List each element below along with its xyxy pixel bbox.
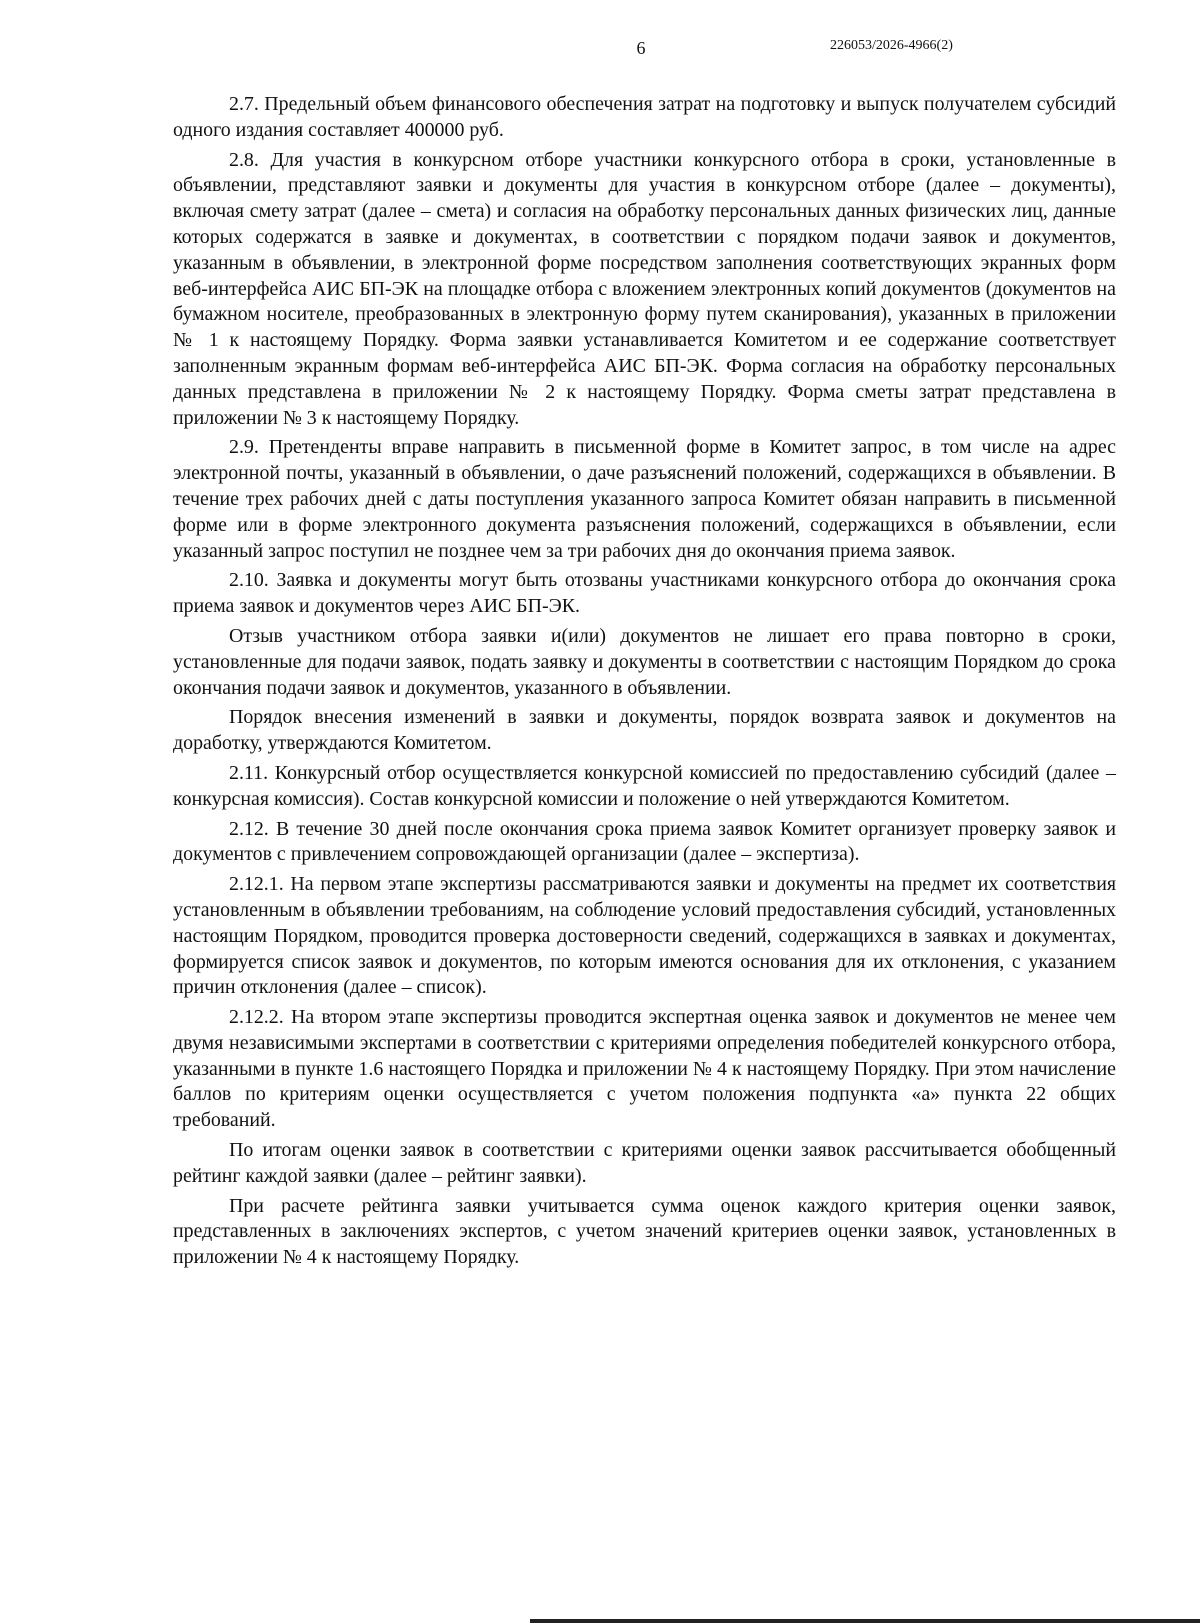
- paragraph-2-7: 2.7. Предельный объем финансового обеспечения затрат на подготовку и выпуск получателем субсидий одного издания составляет 400000 руб.: [173, 93, 1116, 141]
- paragraph-2-12-1: 2.12.1. На первом этапе экспертизы рассматриваются заявки и документы на предмет их соответствия установленным в объявлении требованиям, на соблюдение условий предоставления субсидий, установленных настоящим Порядком, проводится проверка достоверности сведений, содержащихся в заявках и документах, формируется список заявок и документов, по которым имеются основания для их отклонения, с указанием причин отклонения (далее – список).: [173, 873, 1116, 999]
- paragraph-2-8: 2.8. Для участия в конкурсном отборе участники конкурсного отбора в сроки, установленные в объявлении, представляют заявки и документы для участия в конкурсном отборе (далее – документы), включая смету затрат (далее – смета) и согласия на обработку персональных данных физических лиц, данные которых содержатся в заявке и документах, в соответствии с порядком подачи заявок и документов, указанным в объявлении, в электронной форме посредством заполнения соответствующих экранных форм веб-интерфейса АИС БП-ЭК на площадке отбора с вложением электронных копий документов (документов на бумажном носителе, преобразованных в электронную форму путем сканирования), указанных в приложении № 1 к настоящему Порядку. Форма заявки устанавливается Комитетом и ее содержание соответствует заполненным экранным формам веб-интерфейса АИС БП-ЭК. Форма согласия на обработку персональных данных представлена в приложении № 2 к настоящему Порядку. Форма сметы затрат представлена в приложении № 3 к настоящему Порядку.: [173, 148, 1116, 429]
- paragraph-2-11: 2.11. Конкурсный отбор осуществляется конкурсной комиссией по предоставлению субсидий (далее – конкурсная комиссия). Состав конкурсной комиссии и положение о ней утверждаются Комитетом.: [173, 761, 1116, 810]
- paragraph-amendments: Порядок внесения изменений в заявки и документы, порядок возврата заявок и документов на доработку, утверждаются Комитетом.: [173, 706, 1116, 755]
- scan-edge-line: [530, 1619, 1200, 1623]
- page-number: 6: [636, 38, 646, 58]
- document-id: 226053/2026-4966(2): [830, 38, 953, 53]
- paragraph-rating-calculation: При расчете рейтинга заявки учитывается сумма оценок каждого критерия оценки заявок, представленных в заключениях экспертов, с учетом значений критериев оценки заявок, установленных в приложении № 4 к настоящему Порядку.: [173, 1194, 1116, 1269]
- paragraph-2-9: 2.9. Претенденты вправе направить в письменной форме в Комитет запрос, в том числе на адрес электронной почты, указанный в объявлении, о даче разъяснений положений, содержащихся в объявлении. В течение трех рабочих дней с даты поступления указанного запроса Комитет обязан направить в письменной форме или в форме электронного документа разъяснения положений, содержащихся в объявлении, если указанный запрос поступил не позднее чем за три рабочих дня до окончания приема заявок.: [173, 436, 1116, 562]
- paragraph-withdrawal: Отзыв участником отбора заявки и(или) документов не лишает его права повторно в сроки, установленные для подачи заявок, подать заявку и документы в соответствии с настоящим Порядком до срока окончания подачи заявок и документов, указанного в объявлении.: [173, 624, 1116, 699]
- document-body: [173, 92, 1116, 1275]
- paragraph-2-10: 2.10. Заявка и документы могут быть отозваны участниками конкурсного отбора до окончания срока приема заявок и документов через АИС БП-ЭК.: [173, 569, 1116, 618]
- paragraph-rating: По итогам оценки заявок в соответствии с критериями оценки заявок рассчитывается обобщенный рейтинг каждой заявки (далее – рейтинг заявки).: [173, 1139, 1116, 1187]
- paragraph-2-12-2: 2.12.2. На втором этапе экспертизы проводится экспертная оценка заявок и документов не менее чем двумя независимыми экспертами в соответствии с критериями определения победителей конкурсного отбора, указанными в пункте 1.6 настоящего Порядка и приложении № 4 к настоящему Порядку. При этом начисление баллов по критериям оценки осуществляется с учетом положения подпункта «а» пункта 22 общих требований.: [173, 1006, 1116, 1132]
- paragraph-2-12: 2.12. В течение 30 дней после окончания срока приема заявок Комитет организует проверку заявок и документов с привлечением сопровождающей организации (далее – экспертиза).: [173, 817, 1116, 866]
